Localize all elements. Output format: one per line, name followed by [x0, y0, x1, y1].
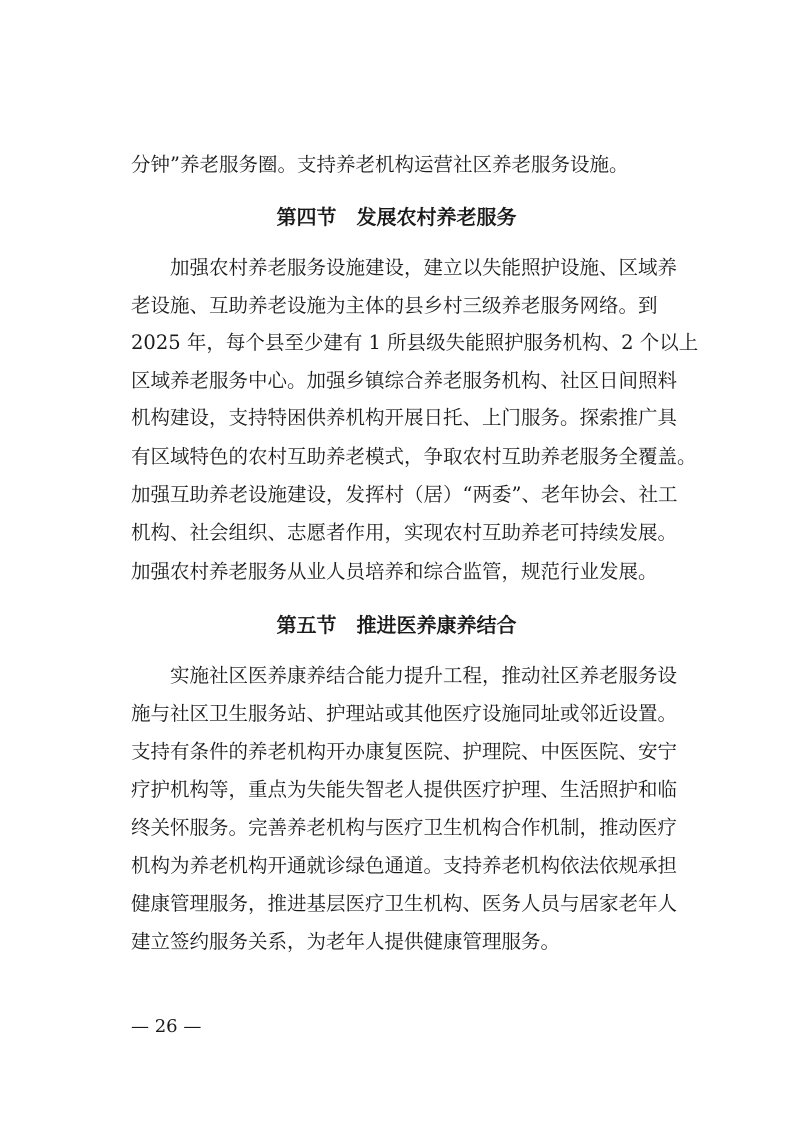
paragraph-line: 疗护机构等，重点为失能失智老人提供医疗护理、生活照护和临	[131, 778, 678, 801]
paragraph-line: 机构为养老机构开通就诊绿色通道。支持养老机构依法依规承担	[131, 854, 678, 877]
paragraph-line: 机构、社会组织、志愿者作用，实现农村互助养老可持续发展。	[131, 521, 678, 544]
paragraph-line: 终关怀服务。完善养老机构与医疗卫生机构合作机制，推动医疗	[131, 816, 678, 839]
page-number: — 26 —	[131, 1016, 202, 1037]
paragraph-line: 建立签约服务关系，为老年人提供健康管理服务。	[131, 930, 561, 953]
paragraph-line: 分钟”养老服务圈。支持养老机构运营社区养老服务设施。	[131, 153, 629, 176]
section-heading: 第四节 发展农村养老服务	[276, 205, 517, 229]
paragraph-line: 老设施、互助养老设施为主体的县乡村三级养老服务网络。到	[131, 294, 658, 317]
paragraph-line: 区域养老服务中心。加强乡镇综合养老服务机构、社区日间照料	[131, 369, 678, 392]
paragraph-line: 有区域特色的农村互助养老模式，争取农村互助养老服务全覆盖。	[131, 445, 697, 468]
paragraph-line: 机构建设，支持特困供养机构开展日托、上门服务。探索推广具	[131, 406, 678, 429]
paragraph-line: 健康管理服务，推进基层医疗卫生机构、医务人员与居家老年人	[131, 892, 678, 915]
section-heading: 第五节 推进医养康养结合	[276, 613, 517, 637]
paragraph-line: 支持有条件的养老机构开办康复医院、护理院、中医医院、安宁	[131, 740, 678, 763]
paragraph-line: 加强互助养老设施建设，发挥村（居）“两委”、老年协会、社工	[131, 483, 678, 506]
paragraph-line: 加强农村养老服务从业人员培养和综合监管，规范行业发展。	[131, 560, 658, 583]
paragraph-line: 2025 年，每个县至少建有 1 所县级失能照护服务机构、2 个以上	[131, 331, 699, 354]
paragraph-line: 实施社区医养康养结合能力提升工程，推动社区养老服务设	[170, 664, 678, 687]
paragraph-line: 加强农村养老服务设施建设，建立以失能照护设施、区域养	[170, 256, 678, 279]
paragraph-line: 施与社区卫生服务站、护理站或其他医疗设施同址或邻近设置。	[131, 702, 678, 725]
